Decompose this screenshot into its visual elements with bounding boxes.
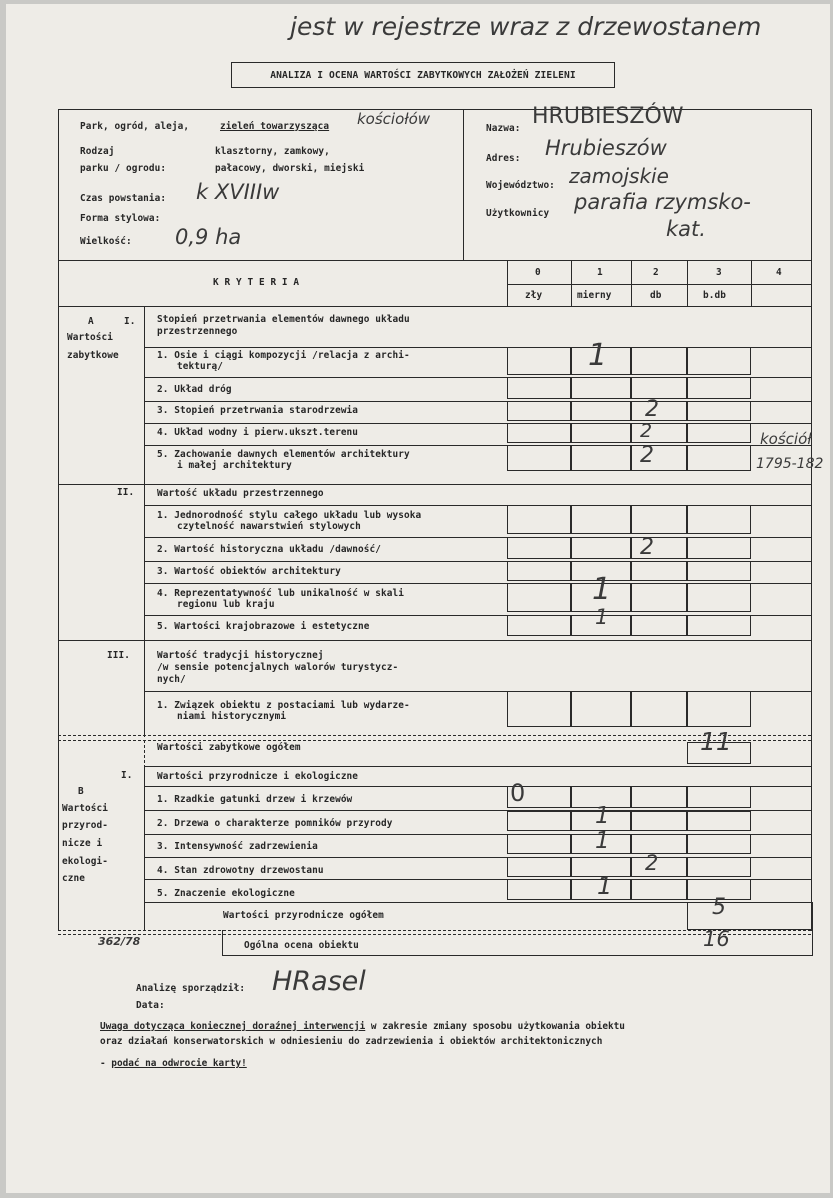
overall-value: 16 bbox=[703, 927, 730, 951]
wojewodztwo-label: Województwo: bbox=[486, 180, 555, 191]
a-I-item-5-score: 2 bbox=[640, 443, 654, 468]
title-box bbox=[231, 62, 615, 88]
grid-line bbox=[631, 377, 687, 399]
grid-line bbox=[687, 505, 751, 534]
section-a-total-value: 11 bbox=[700, 727, 732, 756]
grid-line bbox=[507, 347, 571, 375]
footer-note-line1 bbox=[100, 1019, 625, 1034]
section-b-title: Wartości przyrodnicze i ekologiczne bbox=[157, 771, 359, 782]
section-b-label-3: nicze i bbox=[62, 838, 103, 849]
section-a-roman-II: II. bbox=[117, 487, 135, 498]
grid-line bbox=[571, 377, 631, 399]
uzytkownicy-value-2: kat. bbox=[666, 217, 706, 241]
a-I-item-4: 4. Układ wodny i pierw.ukszt.terenu bbox=[157, 427, 359, 438]
grid-line bbox=[58, 484, 811, 485]
form-title: ANALIZA I OCENA WARTOŚCI ZABYTKOWYCH ZAŁOŻEŃ ZIELENI bbox=[270, 69, 576, 81]
grid-line bbox=[631, 401, 687, 421]
grid-line bbox=[507, 423, 571, 443]
prepared-by-label: Analizę sporządził: bbox=[136, 983, 246, 994]
section-a-I-title-2: przestrzennego bbox=[157, 326, 238, 337]
section-b-label-1: Wartości bbox=[62, 803, 108, 814]
grid-line bbox=[631, 786, 687, 808]
grid-line bbox=[507, 401, 571, 421]
section-b-label-5: czne bbox=[62, 873, 85, 884]
score-label-zly: zły bbox=[525, 290, 543, 301]
b-item-1: 1. Rzadkie gatunki drzew i krzewów bbox=[157, 794, 353, 805]
section-a-roman-III: III. bbox=[107, 650, 130, 661]
section-a-label-1: Wartości bbox=[67, 332, 113, 343]
grid-line bbox=[507, 834, 571, 854]
a-I-item-4-score: 2 bbox=[640, 420, 653, 442]
grid-line bbox=[571, 445, 631, 471]
b-item-2-score: 1 bbox=[595, 803, 610, 829]
grid-line bbox=[631, 505, 687, 534]
a-II-item-4-line1: 4. Reprezentatywność lub unikalność w skali bbox=[157, 588, 405, 599]
adres-value: Hrubieszów bbox=[545, 136, 667, 160]
rodzaj-options-2: pałacowy, dworski, miejski bbox=[215, 163, 365, 174]
a-III-item-1-line2: niami historycznymi bbox=[177, 711, 287, 722]
wielkosc-value: 0,9 ha bbox=[175, 225, 242, 249]
score-label-db: db bbox=[650, 290, 662, 301]
b-item-3: 3. Intensywność zadrzewienia bbox=[157, 841, 318, 852]
a-II-item-4-line2: regionu lub kraju bbox=[177, 599, 275, 610]
grid-line bbox=[571, 401, 631, 421]
score-label-mierny: mierny bbox=[577, 290, 612, 301]
grid-line bbox=[687, 857, 751, 877]
grid-line bbox=[631, 583, 687, 612]
grid-line bbox=[687, 423, 751, 443]
grid-line bbox=[507, 615, 571, 636]
forma-label: Forma stylowa: bbox=[80, 213, 161, 224]
section-a-roman-I: I. bbox=[124, 316, 136, 327]
grid-line bbox=[222, 902, 687, 903]
a-III-item-1-line1: 1. Związek obiektu z postaciami lub wydarze- bbox=[157, 700, 410, 711]
section-a-III-title-2: /w sensie potencjalnych walorów turystycz- bbox=[157, 662, 399, 673]
park-handwritten: kościołów bbox=[357, 110, 431, 128]
grid-line bbox=[507, 857, 571, 877]
grid-line bbox=[687, 347, 751, 375]
b-item-2: 2. Drzewa o charakterze pomników przyrody bbox=[157, 818, 393, 829]
grid-line bbox=[687, 401, 751, 421]
footer-note-reverse: podać na odwrocie karty! bbox=[111, 1058, 247, 1069]
score-num-3: 3 bbox=[716, 267, 722, 278]
grid-line bbox=[507, 879, 571, 900]
grid-line bbox=[58, 640, 811, 641]
section-b-total-label: Wartości przyrodnicze ogółem bbox=[223, 910, 384, 921]
grid-line bbox=[631, 691, 687, 727]
uzytkownicy-value-1: parafia rzymsko- bbox=[574, 190, 751, 214]
section-a-letter: A bbox=[88, 316, 94, 327]
grid-line bbox=[571, 691, 631, 727]
grid-line bbox=[571, 505, 631, 534]
a-II-item-3: 3. Wartość obiektów architektury bbox=[157, 566, 341, 577]
score-label-bdb: b.db bbox=[703, 290, 726, 301]
section-a-II-title: Wartość układu przestrzennego bbox=[157, 488, 324, 499]
footer-note-dash: - bbox=[100, 1058, 112, 1069]
date-label: Data: bbox=[136, 1000, 165, 1011]
section-a-I-title-1: Stopień przetrwania elementów dawnego układu bbox=[157, 314, 410, 325]
grid-line bbox=[687, 786, 751, 808]
a-II-item-5: 5. Wartości krajobrazowe i estetyczne bbox=[157, 621, 370, 632]
a-I-side-note-2: 1795-182 bbox=[756, 456, 824, 472]
a-II-item-5-score: 1 bbox=[595, 605, 609, 629]
a-II-item-4-score: 1 bbox=[592, 572, 612, 607]
score-num-4: 4 bbox=[776, 267, 782, 278]
b-item-4: 4. Stan zdrowotny drzewostanu bbox=[157, 865, 324, 876]
czas-label: Czas powstania: bbox=[80, 193, 167, 204]
grid-line bbox=[687, 537, 751, 559]
a-I-item-1-line1: 1. Osie i ciągi kompozycji /relacja z archi- bbox=[157, 350, 410, 361]
parku-label: parku / ogrodu: bbox=[80, 163, 167, 174]
grid-line bbox=[507, 561, 571, 581]
grid-line bbox=[631, 561, 687, 581]
a-I-item-5-line2: i małej architektury bbox=[177, 460, 292, 471]
czas-value: k XVIIIw bbox=[196, 180, 280, 204]
a-II-item-1-line1: 1. Jednorodność stylu całego układu lub wysoka bbox=[157, 510, 422, 521]
score-num-0: 0 bbox=[535, 267, 541, 278]
section-b-roman: I. bbox=[121, 770, 133, 781]
overall-label: Ogólna ocena obiektu bbox=[244, 940, 359, 951]
reference-number: 362/78 bbox=[98, 935, 141, 948]
grid-line bbox=[507, 505, 571, 534]
a-II-item-1-line2: czytelność nawarstwień stylowych bbox=[177, 521, 361, 532]
rodzaj-options-1: klasztorny, zamkowy, bbox=[215, 146, 330, 157]
a-II-item-2: 2. Wartość historyczna układu /dawność/ bbox=[157, 544, 382, 555]
a-I-item-3-score: 2 bbox=[645, 397, 659, 422]
footer-note-rest: w zakresie zmiany sposobu użytkowania obiektu bbox=[365, 1021, 625, 1032]
b-item-4-score: 2 bbox=[645, 851, 659, 875]
top-handwritten-note: jest w rejestrze wraz z drzewostanem bbox=[290, 12, 762, 41]
grid-line bbox=[507, 537, 571, 559]
section-b-total-value: 5 bbox=[712, 895, 726, 920]
section-a-III-title-3: nych/ bbox=[157, 674, 186, 685]
nazwa-value: HRUBIESZÓW bbox=[532, 104, 684, 129]
grid-line bbox=[687, 583, 751, 612]
b-item-5-score: 1 bbox=[597, 872, 613, 900]
wielkosc-label: Wielkość: bbox=[80, 236, 132, 247]
a-II-item-2-score: 2 bbox=[640, 535, 654, 560]
nazwa-label: Nazwa: bbox=[486, 123, 521, 134]
score-num-1: 1 bbox=[597, 267, 603, 278]
section-a-total-label: Wartości zabytkowe ogółem bbox=[157, 742, 301, 753]
grid-line bbox=[687, 691, 751, 727]
grid-line bbox=[571, 537, 631, 559]
grid-line bbox=[687, 445, 751, 471]
grid-line bbox=[631, 857, 687, 877]
wojewodztwo-value: zamojskie bbox=[569, 164, 669, 188]
grid-line bbox=[507, 811, 571, 831]
grid-line bbox=[507, 377, 571, 399]
footer-note-line2: oraz działań konserwatorskich w odniesieniu do zadrzewienia i obiektów architektonicznych bbox=[100, 1036, 603, 1047]
section-b-label-2: przyrod- bbox=[62, 820, 108, 831]
grid-line bbox=[507, 691, 571, 727]
b-item-3-score: 1 bbox=[595, 828, 610, 854]
section-a-label-2: zabytkowe bbox=[67, 350, 119, 361]
section-b-letter: B bbox=[78, 786, 84, 797]
a-I-item-3: 3. Stopień przetrwania starodrzewia bbox=[157, 405, 359, 416]
uzytkownicy-label: Użytkownicy bbox=[486, 208, 550, 219]
grid-line bbox=[687, 615, 751, 636]
grid-line bbox=[507, 583, 571, 612]
grid-line bbox=[631, 615, 687, 636]
grid-line bbox=[687, 834, 751, 854]
park-value: zieleń towarzysząca bbox=[220, 121, 330, 132]
a-I-item-2: 2. Układ dróg bbox=[157, 384, 232, 395]
a-I-item-1-score: 1 bbox=[588, 338, 608, 373]
grid-line bbox=[687, 377, 751, 399]
a-I-item-5-line1: 5. Zachowanie dawnych elementów architektury bbox=[157, 449, 410, 460]
grid-line bbox=[507, 445, 571, 471]
adres-label: Adres: bbox=[486, 153, 521, 164]
grid-line bbox=[631, 879, 687, 900]
grid-line bbox=[571, 423, 631, 443]
b-item-5: 5. Znaczenie ekologiczne bbox=[157, 888, 295, 899]
prepared-by-signature: HRasel bbox=[272, 966, 366, 997]
footer-note-line3 bbox=[100, 1056, 247, 1071]
grid-line bbox=[631, 347, 687, 375]
grid-line bbox=[687, 561, 751, 581]
a-I-side-note-1: kościół bbox=[760, 430, 812, 448]
score-num-2: 2 bbox=[653, 267, 659, 278]
grid-line bbox=[687, 902, 813, 930]
park-label: Park, ogród, aleja, bbox=[80, 121, 190, 132]
b-item-1-score: 0 bbox=[510, 779, 526, 807]
a-I-item-1-line2: tekturą/ bbox=[177, 361, 223, 372]
section-b-label-4: ekologi- bbox=[62, 856, 108, 867]
section-a-III-title-1: Wartość tradycji historycznej bbox=[157, 650, 324, 661]
criteria-title: K R Y T E R I A bbox=[213, 277, 300, 288]
grid-line bbox=[687, 811, 751, 831]
grid-line bbox=[631, 834, 687, 854]
rodzaj-label: Rodzaj bbox=[80, 146, 115, 157]
grid-line bbox=[631, 811, 687, 831]
footer-note-underlined: Uwaga dotycząca koniecznej doraźnej interwencji bbox=[100, 1021, 366, 1032]
